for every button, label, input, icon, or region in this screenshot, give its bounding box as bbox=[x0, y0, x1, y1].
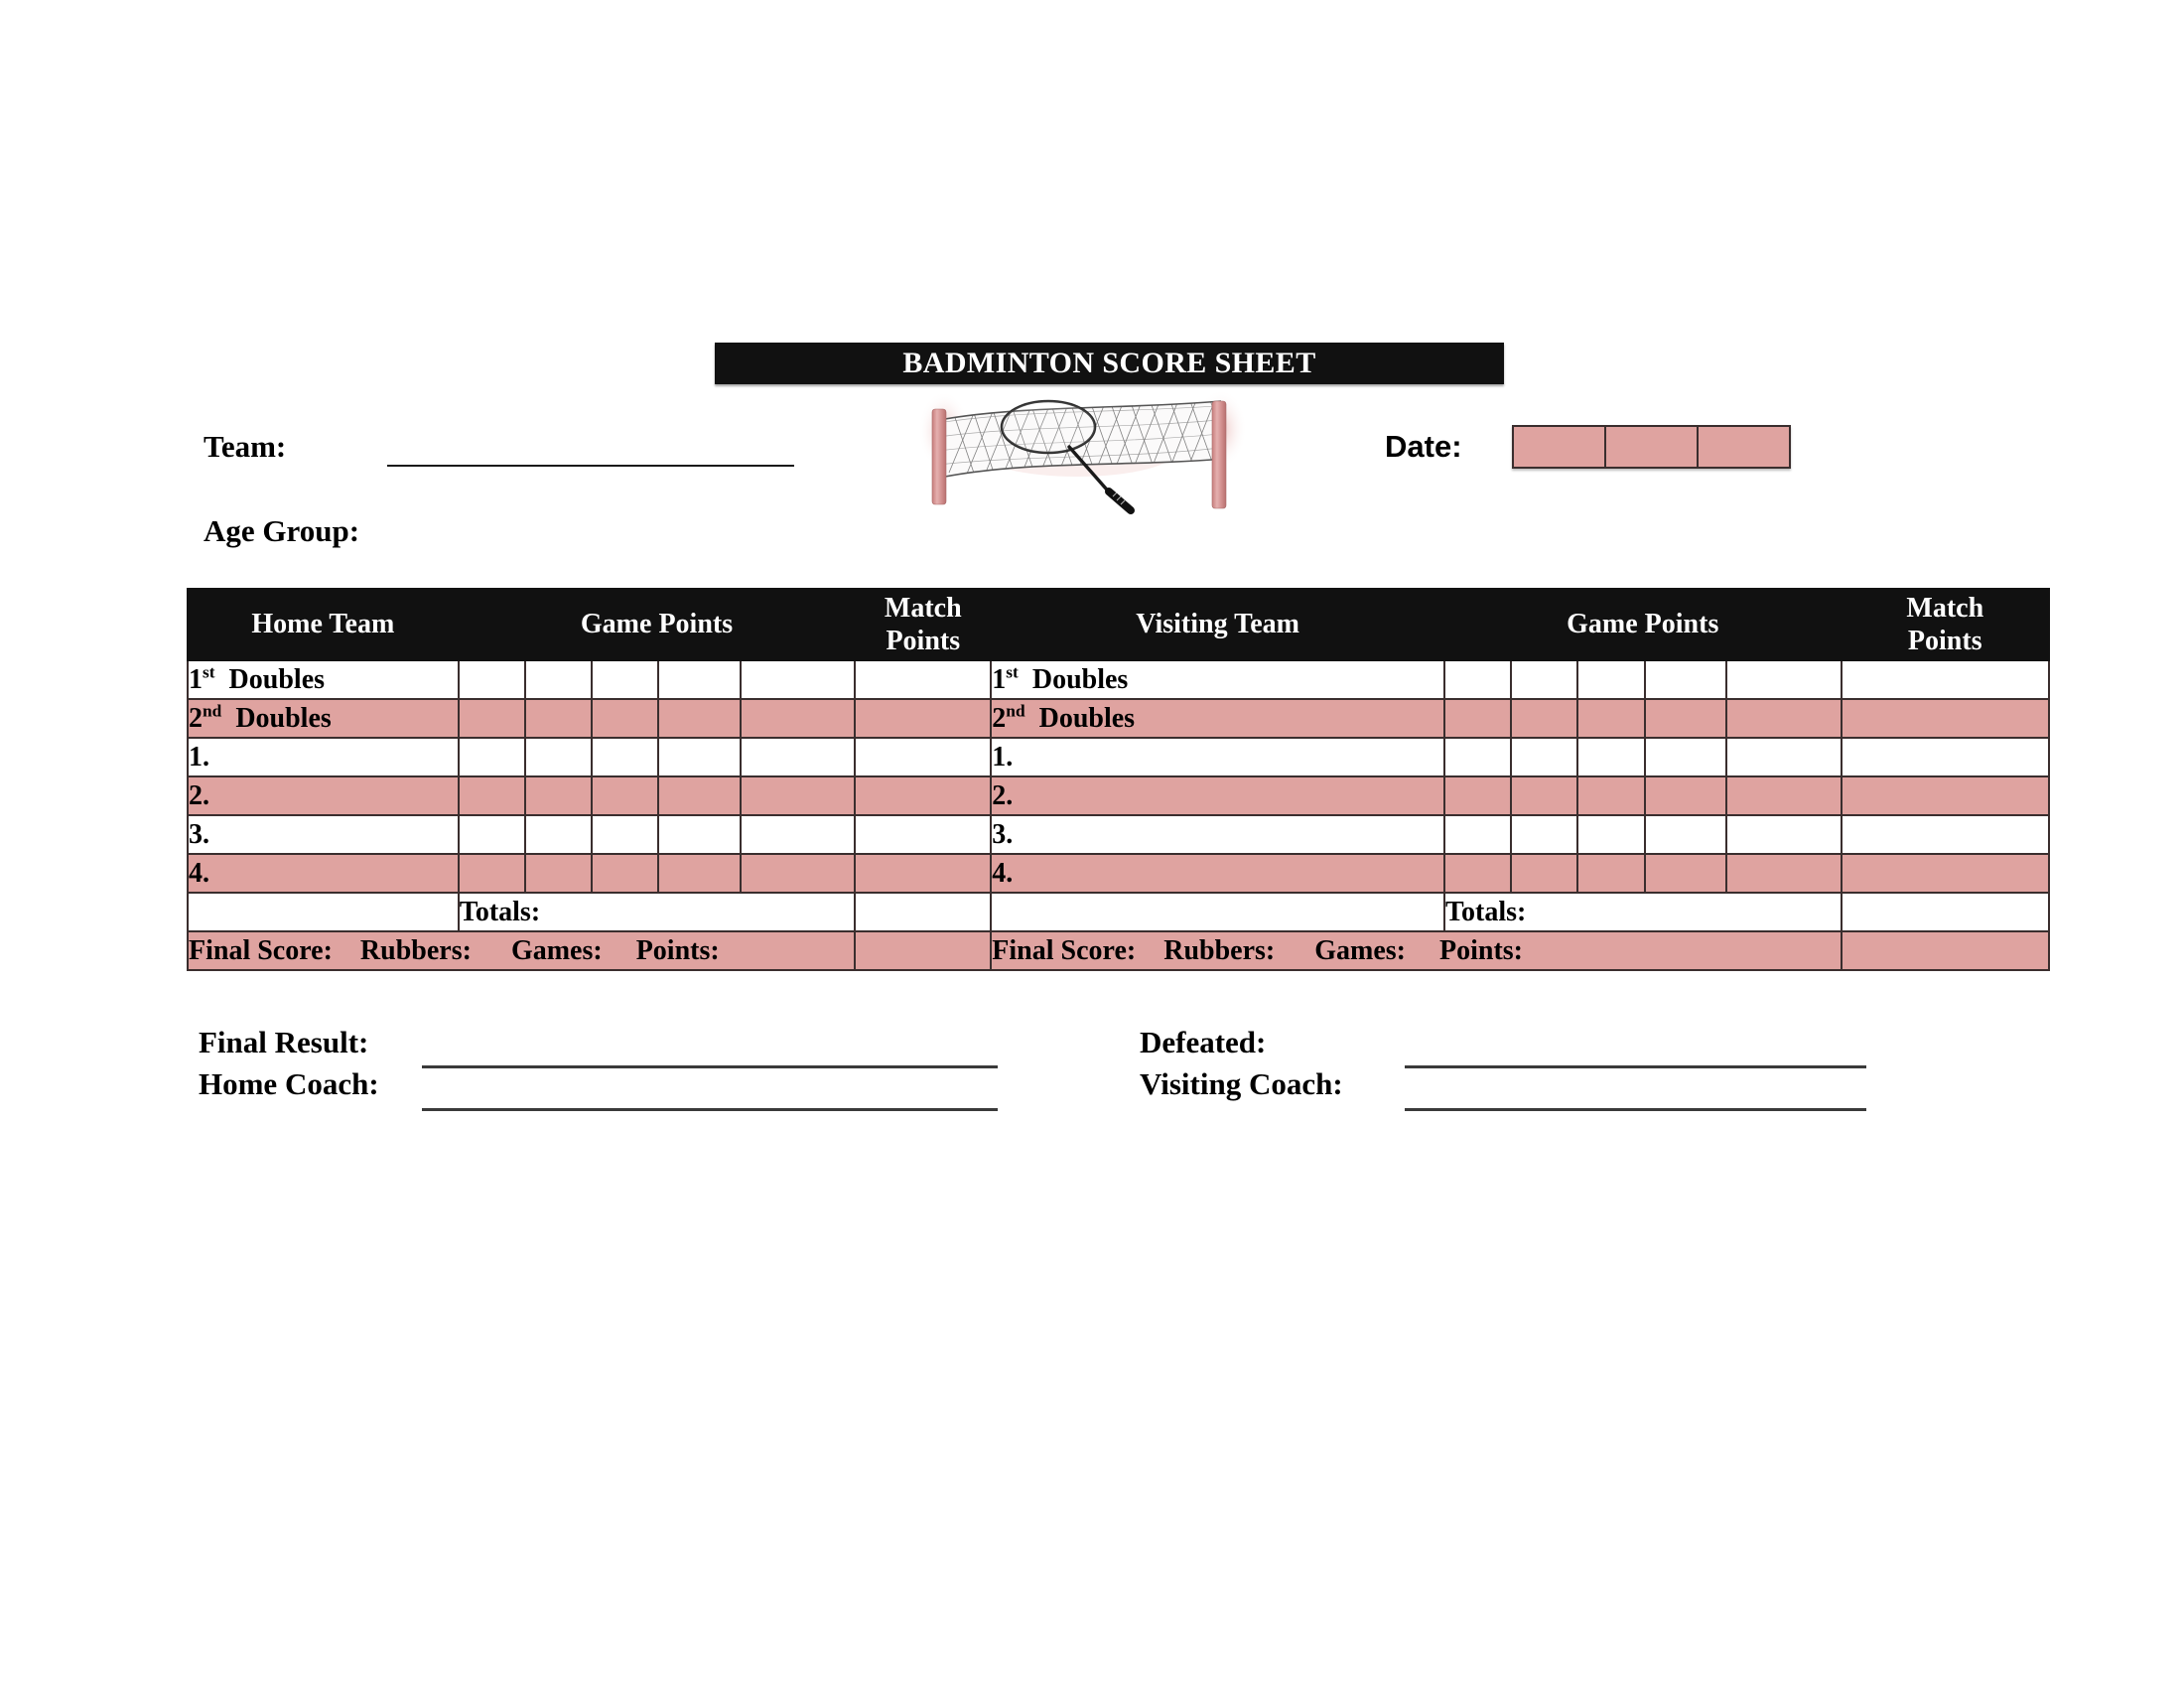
final-score-home-match-points-cell[interactable] bbox=[855, 931, 991, 970]
table-row bbox=[188, 815, 2049, 854]
home-game-point-cell-r3-c1[interactable] bbox=[525, 776, 592, 815]
visiting-game-point-cell-r2-c0[interactable] bbox=[1444, 738, 1511, 776]
final-score-home bbox=[188, 931, 855, 970]
visiting-game-point-cell-r5-c1[interactable] bbox=[1511, 854, 1577, 893]
row-ordinal-suffix: nd bbox=[1006, 701, 1025, 721]
score-table bbox=[187, 588, 2050, 971]
visiting-game-point-cell-r4-c2[interactable] bbox=[1577, 815, 1644, 854]
visiting-row-label-4 bbox=[991, 815, 1444, 854]
final-score-visiting-match-points-cell[interactable] bbox=[1842, 931, 2049, 970]
row-number: 3. bbox=[189, 818, 209, 850]
home-match-point-cell-r5[interactable] bbox=[855, 854, 991, 893]
visiting-game-point-cell-r1-c4[interactable] bbox=[1726, 699, 1842, 738]
table-footer bbox=[188, 893, 2049, 970]
home-game-point-cell-r5-c3[interactable] bbox=[658, 854, 740, 893]
home-coach-input-line[interactable] bbox=[422, 1108, 998, 1111]
visiting-coach-input-line[interactable] bbox=[1405, 1108, 1866, 1111]
defeated-input-line[interactable] bbox=[1405, 1065, 1866, 1068]
home-game-point-cell-r2-c4[interactable] bbox=[741, 738, 856, 776]
home-game-point-cell-r0-c4[interactable] bbox=[741, 660, 856, 699]
row-number: 1 bbox=[189, 663, 203, 695]
totals-row-visiting-spacer bbox=[991, 893, 1444, 931]
row-number: 2. bbox=[189, 779, 209, 811]
home-row-label-5 bbox=[188, 854, 459, 893]
row-number: 1. bbox=[189, 741, 209, 773]
page-title: BADMINTON SCORE SHEET bbox=[902, 347, 1316, 379]
home-game-point-cell-r3-c4[interactable] bbox=[741, 776, 856, 815]
home-match-point-cell-r1[interactable] bbox=[855, 699, 991, 738]
totals-row bbox=[188, 893, 2049, 931]
visiting-game-point-cell-r2-c4[interactable] bbox=[1726, 738, 1842, 776]
visiting-match-point-cell-r1[interactable] bbox=[1842, 699, 2049, 738]
table-row bbox=[188, 776, 2049, 815]
final-score-visiting bbox=[991, 931, 1841, 970]
date-cell-month[interactable] bbox=[1514, 427, 1606, 467]
home-game-point-cell-r5-c2[interactable] bbox=[592, 854, 658, 893]
visiting-game-point-cell-r5-c4[interactable] bbox=[1726, 854, 1842, 893]
home-game-point-cell-r4-c1[interactable] bbox=[525, 815, 592, 854]
totals-label-visiting: Totals: bbox=[1444, 893, 1842, 931]
visiting-game-point-cell-r5-c3[interactable] bbox=[1645, 854, 1726, 893]
visiting-row-label-3 bbox=[991, 776, 1444, 815]
totals-visiting-match-points-cell[interactable] bbox=[1842, 893, 2049, 931]
home-game-point-cell-r5-c0[interactable] bbox=[459, 854, 525, 893]
home-row-label-2 bbox=[188, 738, 459, 776]
visiting-row-label-5 bbox=[991, 854, 1444, 893]
home-game-point-cell-r5-c4[interactable] bbox=[741, 854, 856, 893]
home-game-point-cell-r0-c3[interactable] bbox=[658, 660, 740, 699]
team-input-line[interactable] bbox=[387, 465, 794, 467]
visiting-row-label-0 bbox=[991, 660, 1444, 699]
date-label: Date: bbox=[1385, 429, 1462, 464]
row-label-text: Doubles bbox=[235, 702, 332, 734]
row-number: 3. bbox=[992, 818, 1014, 850]
table-row bbox=[188, 660, 2049, 699]
date-cell-year[interactable] bbox=[1699, 427, 1789, 467]
visiting-row-label-2 bbox=[991, 738, 1444, 776]
home-row-label-4 bbox=[188, 815, 459, 854]
visiting-game-point-cell-r0-c0[interactable] bbox=[1444, 660, 1511, 699]
document-title-banner bbox=[715, 343, 1504, 384]
home-match-point-cell-r4[interactable] bbox=[855, 815, 991, 854]
visiting-game-point-cell-r1-c2[interactable] bbox=[1577, 699, 1644, 738]
final-result-label: Final Result: bbox=[199, 1025, 369, 1059]
home-row-label-1 bbox=[188, 699, 459, 738]
row-label-text: Doubles bbox=[1031, 663, 1129, 695]
games-label-visiting: Games: bbox=[1314, 934, 1406, 966]
row-ordinal-suffix: st bbox=[203, 662, 215, 682]
header-visiting-match-points-line2: Points bbox=[1907, 626, 1982, 656]
home-game-point-cell-r1-c1[interactable] bbox=[525, 699, 592, 738]
home-game-point-cell-r2-c1[interactable] bbox=[525, 738, 592, 776]
visiting-game-point-cell-r4-c3[interactable] bbox=[1645, 815, 1726, 854]
row-number: 2. bbox=[992, 779, 1014, 811]
home-game-point-cell-r5-c1[interactable] bbox=[525, 854, 592, 893]
home-match-point-cell-r2[interactable] bbox=[855, 738, 991, 776]
header-home-team: Home Team bbox=[188, 589, 459, 660]
home-game-point-cell-r1-c0[interactable] bbox=[459, 699, 525, 738]
row-number: 2 bbox=[189, 702, 203, 734]
visiting-game-point-cell-r0-c3[interactable] bbox=[1645, 660, 1726, 699]
visiting-game-point-cell-r1-c1[interactable] bbox=[1511, 699, 1577, 738]
visiting-game-point-cell-r3-c1[interactable] bbox=[1511, 776, 1577, 815]
header-visiting-match-points bbox=[1842, 589, 2049, 660]
home-game-point-cell-r4-c3[interactable] bbox=[658, 815, 740, 854]
row-number: 2 bbox=[992, 702, 1007, 734]
final-score-row bbox=[188, 931, 2049, 970]
table-row bbox=[188, 738, 2049, 776]
visiting-game-point-cell-r3-c4[interactable] bbox=[1726, 776, 1842, 815]
rubbers-label-home: Rubbers: bbox=[359, 934, 472, 966]
home-game-point-cell-r4-c0[interactable] bbox=[459, 815, 525, 854]
visiting-match-point-cell-r5[interactable] bbox=[1842, 854, 2049, 893]
visiting-match-point-cell-r3[interactable] bbox=[1842, 776, 2049, 815]
visiting-game-point-cell-r4-c1[interactable] bbox=[1511, 815, 1577, 854]
visiting-game-point-cell-r1-c0[interactable] bbox=[1444, 699, 1511, 738]
badminton-net-icon bbox=[918, 389, 1251, 533]
home-game-point-cell-r1-c2[interactable] bbox=[592, 699, 658, 738]
row-number: 1 bbox=[992, 663, 1007, 695]
points-label-visiting: Points: bbox=[1439, 934, 1523, 966]
age-group-label: Age Group: bbox=[204, 513, 360, 548]
visiting-game-point-cell-r1-c3[interactable] bbox=[1645, 699, 1726, 738]
games-label-home: Games: bbox=[510, 934, 603, 966]
table-row bbox=[188, 854, 2049, 893]
visiting-match-point-cell-r4[interactable] bbox=[1842, 815, 2049, 854]
visiting-match-point-cell-r2[interactable] bbox=[1842, 738, 2049, 776]
home-coach-label: Home Coach: bbox=[199, 1066, 379, 1101]
visiting-game-point-cell-r0-c4[interactable] bbox=[1726, 660, 1842, 699]
visiting-match-point-cell-r0[interactable] bbox=[1842, 660, 2049, 699]
totals-home-match-points-cell[interactable] bbox=[855, 893, 991, 931]
row-ordinal-suffix: nd bbox=[203, 701, 222, 721]
row-label-text: Doubles bbox=[1038, 702, 1136, 734]
home-game-point-cell-r2-c2[interactable] bbox=[592, 738, 658, 776]
table-row bbox=[188, 699, 2049, 738]
home-game-point-cell-r3-c0[interactable] bbox=[459, 776, 525, 815]
header-visiting-game-points: Game Points bbox=[1444, 589, 1842, 660]
home-game-point-cell-r2-c3[interactable] bbox=[658, 738, 740, 776]
table-header-row bbox=[188, 589, 2049, 660]
home-game-point-cell-r4-c4[interactable] bbox=[741, 815, 856, 854]
totals-row-home-spacer bbox=[188, 893, 459, 931]
home-row-label-3 bbox=[188, 776, 459, 815]
header-home-match-points-line2: Points bbox=[886, 626, 961, 656]
visiting-game-point-cell-r2-c3[interactable] bbox=[1645, 738, 1726, 776]
final-score-label-home: Final Score: bbox=[189, 934, 333, 966]
visiting-game-point-cell-r5-c2[interactable] bbox=[1577, 854, 1644, 893]
header-home-game-points: Game Points bbox=[459, 589, 856, 660]
home-game-point-cell-r0-c0[interactable] bbox=[459, 660, 525, 699]
home-row-label-0 bbox=[188, 660, 459, 699]
date-cell-day[interactable] bbox=[1606, 427, 1699, 467]
home-game-point-cell-r0-c2[interactable] bbox=[592, 660, 658, 699]
row-ordinal-suffix: st bbox=[1006, 662, 1019, 682]
team-label: Team: bbox=[204, 429, 287, 464]
home-game-point-cell-r3-c3[interactable] bbox=[658, 776, 740, 815]
header-home-match-points-line1: Match bbox=[884, 592, 962, 624]
visiting-game-point-cell-r2-c1[interactable] bbox=[1511, 738, 1577, 776]
final-score-label-visiting: Final Score: bbox=[992, 934, 1137, 966]
visiting-game-point-cell-r0-c1[interactable] bbox=[1511, 660, 1577, 699]
home-match-point-cell-r3[interactable] bbox=[855, 776, 991, 815]
visiting-game-point-cell-r0-c2[interactable] bbox=[1577, 660, 1644, 699]
visiting-game-point-cell-r2-c2[interactable] bbox=[1577, 738, 1644, 776]
home-match-point-cell-r0[interactable] bbox=[855, 660, 991, 699]
points-label-home: Points: bbox=[635, 934, 720, 966]
home-game-point-cell-r4-c2[interactable] bbox=[592, 815, 658, 854]
row-number: 1. bbox=[992, 741, 1014, 773]
row-number: 4. bbox=[189, 857, 209, 889]
visiting-coach-label: Visiting Coach: bbox=[1140, 1066, 1343, 1101]
visiting-game-point-cell-r4-c4[interactable] bbox=[1726, 815, 1842, 854]
home-game-point-cell-r3-c2[interactable] bbox=[592, 776, 658, 815]
row-label-text: Doubles bbox=[228, 663, 326, 695]
visiting-game-point-cell-r5-c0[interactable] bbox=[1444, 854, 1511, 893]
visiting-row-label-1 bbox=[991, 699, 1444, 738]
totals-label-home: Totals: bbox=[459, 893, 856, 931]
table-body bbox=[188, 660, 2049, 893]
visiting-game-point-cell-r3-c0[interactable] bbox=[1444, 776, 1511, 815]
row-number: 4. bbox=[992, 857, 1014, 889]
rubbers-label-visiting: Rubbers: bbox=[1163, 934, 1276, 966]
header-visiting-team: Visiting Team bbox=[991, 589, 1444, 660]
defeated-label: Defeated: bbox=[1140, 1025, 1267, 1059]
home-game-point-cell-r0-c1[interactable] bbox=[525, 660, 592, 699]
final-result-input-line[interactable] bbox=[422, 1065, 998, 1068]
visiting-game-point-cell-r3-c3[interactable] bbox=[1645, 776, 1726, 815]
header-home-match-points bbox=[855, 589, 991, 660]
visiting-game-point-cell-r4-c0[interactable] bbox=[1444, 815, 1511, 854]
visiting-game-point-cell-r3-c2[interactable] bbox=[1577, 776, 1644, 815]
home-game-point-cell-r1-c3[interactable] bbox=[658, 699, 740, 738]
home-game-point-cell-r1-c4[interactable] bbox=[741, 699, 856, 738]
date-cells-group bbox=[1512, 425, 1791, 469]
header-visiting-match-points-line1: Match bbox=[1906, 592, 1984, 624]
home-game-point-cell-r2-c0[interactable] bbox=[459, 738, 525, 776]
